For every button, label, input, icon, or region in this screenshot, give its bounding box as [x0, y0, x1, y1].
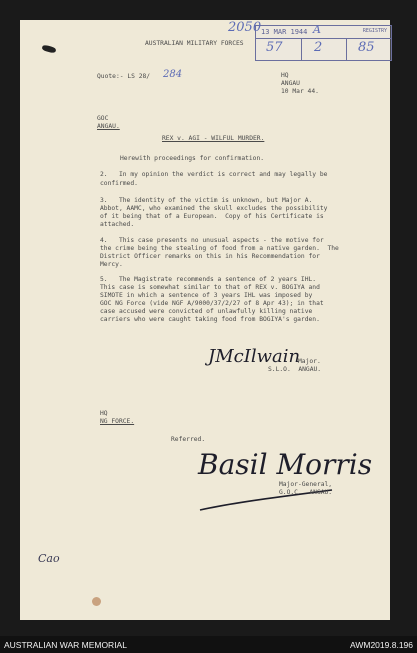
paragraph-3-line: of it being that of a European. Copy of his Certificate is — [100, 213, 324, 220]
paragraph-5-line: carriers who were caught taking food from BOGIYA's garden. — [100, 316, 320, 323]
footer-bar — [0, 636, 417, 653]
handwritten-initial: A — [313, 23, 321, 36]
paragraph-3-line: attached. — [100, 221, 135, 228]
signature-2-title: G.O.C. ANGAU. — [279, 489, 333, 496]
paragraph-5-line: 5. The Magistrate recommends a sentence of 2 years IHL. — [100, 276, 317, 283]
margin-annotation: Cao — [38, 552, 60, 565]
stamp-date: 13 MAR 1944 — [261, 28, 308, 36]
angau-label: ANGAU — [281, 80, 300, 87]
stamp-cell-3: 85 — [358, 40, 375, 55]
stamp-cell-1: 57 — [266, 40, 283, 55]
paragraph-4-line: the crime being the stealing of food from a native garden. The — [100, 245, 339, 252]
paragraph-5-line: case accused were convicted of unlawfully killing native — [100, 308, 313, 315]
signature-1-title: S.L.O. ANGAU. — [268, 366, 322, 373]
intro-line: Herewith proceedings for confirmation. — [120, 155, 265, 162]
signature-goc: Basil Morris — [198, 448, 373, 481]
stamp-registry-label: REGISTRY — [362, 28, 387, 34]
stamp-cell-2: 2 — [314, 40, 323, 55]
document-date: 10 Mar 44. — [281, 88, 319, 95]
addressee-line-2: ANGAU. — [97, 123, 120, 130]
paper-mark — [92, 597, 101, 606]
signature-1-rank: Major. — [298, 358, 321, 365]
quote-reference: Quote:- LS 28/ — [97, 73, 151, 80]
paragraph-3-line: Abbot, AAMC, who examined the skull excludes the possibility — [100, 205, 328, 212]
paragraph-5-line: SIMOTE in which a sentence of 3 years IHL was imposed by — [100, 292, 313, 299]
document-header: AUSTRALIAN MILITARY FORCES — [145, 40, 244, 47]
handwritten-number: 2050 — [228, 20, 262, 35]
paragraph-2-line: 2. In my opinion the verdict is correct and may legally be — [100, 171, 328, 178]
referred-label: Referred. — [171, 436, 206, 443]
paragraph-5-line: GOC NG Force (vide NGF A/9000/37/2/27 of 8 Apr 43); in that — [100, 300, 324, 307]
paragraph-3-line: 3. The identity of the victim is unknown, but Major A. — [100, 197, 313, 204]
paragraph-4-line: Mercy. — [100, 261, 123, 268]
handwritten-quote-number: 284 — [163, 69, 183, 80]
signature-slo: JMcIlwain — [208, 346, 301, 367]
paragraph-5-line: This case is somewhat similar to that of REX v. BOGIYA and — [100, 284, 320, 291]
ng-force-label: NG FORCE. — [100, 418, 135, 425]
footer-accession: AWM2019.8.196 — [350, 640, 413, 650]
hq-2-label: HQ — [100, 410, 108, 417]
subject-heading: REX v. AGI - WILFUL MURDER. — [162, 135, 265, 142]
paragraph-2-line: confirmed. — [100, 180, 138, 187]
footer-source: AUSTRALIAN WAR MEMORIAL — [4, 640, 127, 650]
paragraph-4-line: District Officer remarks on this in his Recommendation for — [100, 253, 320, 260]
paragraph-4-line: 4. This case presents no unusual aspects - the motive for — [100, 237, 324, 244]
hq-label: HQ — [281, 72, 289, 79]
addressee-line-1: GOC — [97, 115, 109, 122]
registry-stamp — [255, 25, 392, 61]
signature-2-rank: Major-General, — [279, 481, 333, 488]
